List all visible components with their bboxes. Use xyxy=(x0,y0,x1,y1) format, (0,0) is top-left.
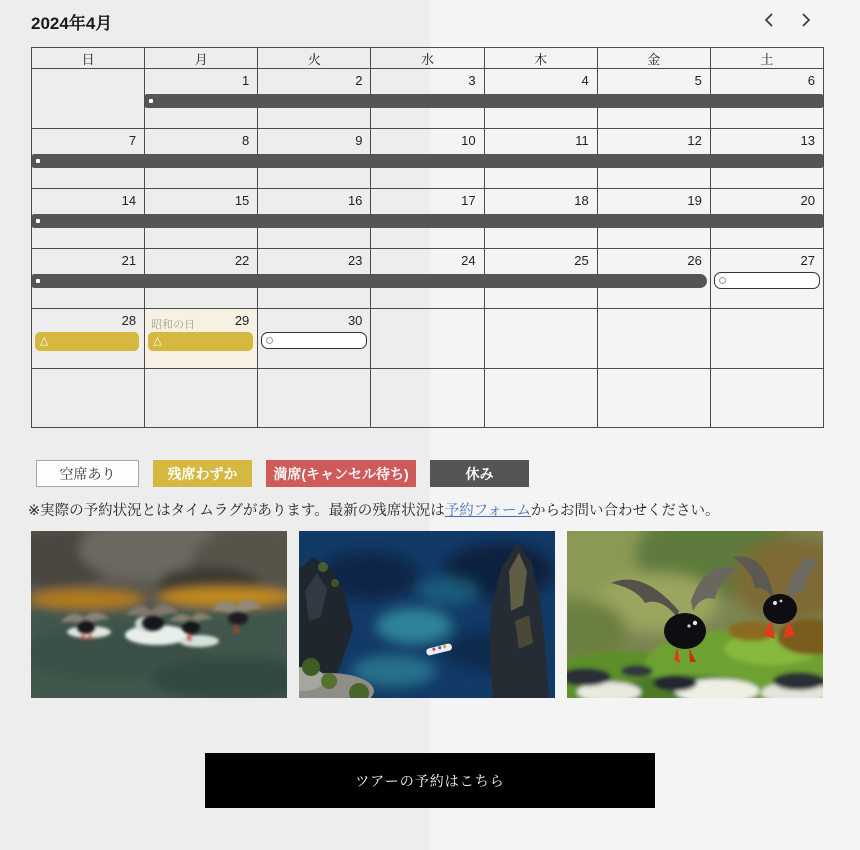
day-cell-20 xyxy=(710,189,823,249)
day-cell-empty xyxy=(145,369,258,428)
next-month-button[interactable] xyxy=(798,10,814,30)
day-cell-2 xyxy=(258,69,371,129)
date-number: 25 xyxy=(574,253,589,268)
date-number: 30 xyxy=(347,313,363,328)
date-number: 16 xyxy=(347,193,363,208)
date-number: 29 xyxy=(234,313,250,328)
day-cell-25 xyxy=(484,249,597,309)
calendar-table xyxy=(31,47,824,428)
triangle-status-icon: △ xyxy=(40,335,49,347)
date-number xyxy=(258,369,370,373)
date-number: 23 xyxy=(347,253,363,268)
date-number xyxy=(598,309,710,313)
day-cell-empty xyxy=(710,369,823,428)
day-cell-12 xyxy=(597,129,710,189)
day-cell-empty xyxy=(32,369,145,428)
date-number: 24 xyxy=(461,253,476,268)
weekday-1: 月 xyxy=(145,48,258,69)
date-number xyxy=(485,369,597,373)
day-cell-empty xyxy=(484,309,597,369)
calendar-nav xyxy=(761,10,814,30)
day-cell-8 xyxy=(145,129,258,189)
photo-gallery xyxy=(31,531,823,698)
day-cell-4 xyxy=(484,69,597,129)
day-cell-18 xyxy=(484,189,597,249)
date-number: 9 xyxy=(355,133,363,148)
weekday-6: 土 xyxy=(710,48,823,69)
date-number: 12 xyxy=(687,133,702,148)
day-cell-empty xyxy=(710,309,823,369)
note-text-suffix: からお問い合わせください。 xyxy=(530,503,720,519)
date-number xyxy=(32,69,144,73)
weekday-5: 金 xyxy=(597,48,710,69)
day-cell-21 xyxy=(32,249,145,309)
date-number xyxy=(711,309,823,313)
day-cell-28 xyxy=(32,309,145,369)
chevron-right-icon xyxy=(800,16,812,31)
day-cell-empty xyxy=(32,69,145,129)
legend-few: 残席わずか xyxy=(153,460,252,487)
weekday-4: 木 xyxy=(484,48,597,69)
legend-closed: 休み xyxy=(430,460,529,487)
day-cell-10 xyxy=(371,129,484,189)
day-cell-16 xyxy=(258,189,371,249)
date-number: 26 xyxy=(687,253,702,268)
day-cell-19 xyxy=(597,189,710,249)
date-number: 20 xyxy=(800,193,815,208)
date-number: 13 xyxy=(800,133,815,148)
date-number xyxy=(485,309,597,313)
date-number xyxy=(598,369,710,373)
day-cell-27 xyxy=(710,249,823,309)
weekday-3: 水 xyxy=(371,48,484,69)
weekday-header-row xyxy=(32,48,824,69)
holiday-label: 昭和の日 xyxy=(151,319,196,331)
date-number xyxy=(711,369,823,373)
day-cell-empty xyxy=(597,369,710,428)
date-number xyxy=(145,369,257,373)
day-cell-empty xyxy=(258,369,371,428)
day-cell-empty xyxy=(484,369,597,428)
weekday-0: 日 xyxy=(32,48,145,69)
day-cell-15 xyxy=(145,189,258,249)
date-number: 14 xyxy=(121,193,137,208)
photo-guillemots-landing-on-mossy-rocks xyxy=(567,531,823,698)
note-text-prefix: ※実際の予約状況とはタイムラグがあります。最新の残席状況は xyxy=(28,503,445,519)
day-cell-empty xyxy=(371,309,484,369)
reservation-form-link[interactable]: 予約フォーム xyxy=(444,503,531,519)
date-number: 6 xyxy=(807,73,815,88)
date-number: 21 xyxy=(121,253,137,268)
date-number: 5 xyxy=(694,73,702,88)
day-cell-9 xyxy=(258,129,371,189)
day-cell-1 xyxy=(145,69,258,129)
day-cell-14 xyxy=(32,189,145,249)
date-number: 4 xyxy=(581,73,589,88)
date-number: 28 xyxy=(121,313,137,328)
date-number: 1 xyxy=(242,73,250,88)
day-cell-7 xyxy=(32,129,145,189)
date-number: 11 xyxy=(575,133,589,148)
day-cell-6 xyxy=(710,69,823,129)
day-cell-empty xyxy=(371,369,484,428)
day-cell-13 xyxy=(710,129,823,189)
date-number xyxy=(32,369,144,373)
date-number: 15 xyxy=(234,193,250,208)
day-cell-empty xyxy=(597,309,710,369)
day-cell-22 xyxy=(145,249,258,309)
date-number: 3 xyxy=(468,73,476,88)
date-number xyxy=(371,309,483,313)
date-number: 8 xyxy=(242,133,250,148)
tour-reservation-button[interactable]: ツアーの予約はこちら xyxy=(205,753,655,808)
day-cell-23 xyxy=(258,249,371,309)
date-number: 2 xyxy=(355,73,363,88)
date-number: 10 xyxy=(461,133,476,148)
photo-guillemots-taking-off-from-sea xyxy=(31,531,287,698)
legend-available: 空席あり xyxy=(36,460,139,487)
date-number: 7 xyxy=(128,133,137,148)
date-number: 27 xyxy=(800,253,815,268)
prev-month-button[interactable] xyxy=(761,10,777,30)
calendar-month-title: 2024年4月 xyxy=(31,14,113,33)
date-number: 19 xyxy=(687,193,702,208)
day-cell-26 xyxy=(597,249,710,309)
day-cell-5 xyxy=(597,69,710,129)
calendar xyxy=(31,47,824,427)
triangle-status-icon: △ xyxy=(153,335,162,347)
status-legend xyxy=(36,460,529,487)
reservation-note xyxy=(28,499,719,520)
date-number: 22 xyxy=(234,253,250,268)
legend-full: 満席(キャンセル待ち) xyxy=(266,460,416,487)
day-cell-29 xyxy=(145,309,258,369)
date-number: 18 xyxy=(574,193,589,208)
day-cell-30 xyxy=(258,309,371,369)
day-cell-24 xyxy=(371,249,484,309)
date-number xyxy=(371,369,483,373)
weekday-2: 火 xyxy=(258,48,371,69)
day-cell-17 xyxy=(371,189,484,249)
chevron-left-icon xyxy=(763,16,775,31)
day-cell-11 xyxy=(484,129,597,189)
date-number: 17 xyxy=(461,193,476,208)
photo-cliff-blue-sea-with-boat xyxy=(299,531,555,698)
day-cell-3 xyxy=(371,69,484,129)
